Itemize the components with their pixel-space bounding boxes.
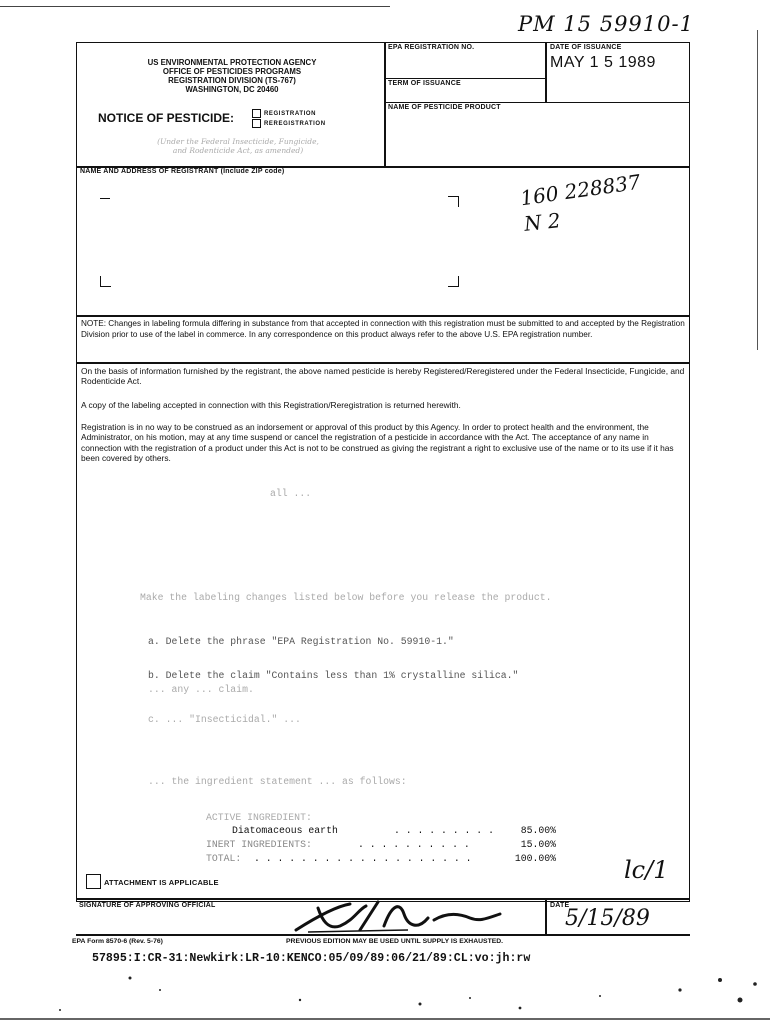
- ingredients-active-label: ACTIVE INGREDIENT:: [206, 812, 312, 823]
- tracking-line: 57895:I:CR-31:Newkirk:LR-10:KENCO:05/09/89:06/21/89:CL:vo:jh:rw: [92, 952, 531, 965]
- date-value: 5/15/89: [565, 906, 650, 931]
- term-row-divider: [384, 102, 690, 103]
- date-of-issuance-label: DATE OF ISSUANCE: [550, 44, 622, 51]
- typed-line: b. Delete the claim "Contains less than 1% crystalline silica.": [148, 670, 519, 681]
- term-label: TERM OF ISSUANCE: [388, 80, 461, 87]
- top-vertical-divider: [384, 42, 386, 166]
- agency-line: US ENVIRONMENTAL PROTECTION AGENCY: [147, 58, 317, 67]
- typed-line: c. ... "Insecticidal." ...: [148, 714, 301, 725]
- checkbox-reregistration[interactable]: [252, 119, 261, 128]
- signature-label: SIGNATURE OF APPROVING OFFICIAL: [79, 902, 216, 909]
- ingredient-row: TOTAL: . . . . . . . . . . . . . . . . . . . 100.00%: [206, 853, 556, 864]
- handwritten-note-bottom: N 2: [522, 208, 562, 236]
- address-corner-tr: [448, 196, 459, 207]
- typed-line: all ...: [270, 488, 312, 499]
- previous-edition-note: PREVIOUS EDITION MAY BE USED UNTIL SUPPLY IS EXHAUSTED.: [286, 938, 504, 945]
- ingredient-row: INERT INGREDIENTS: . . . . . . . . . . 15.00%: [206, 839, 556, 850]
- body-paragraph: On the basis of information furnished by the registrant, the above named pesticide is hereby Registered/Reregistered under the Federal Insecticide, Fungicide, and Rodenticide Act.: [81, 366, 685, 387]
- attachment-label: ATTACHMENT IS APPLICABLE: [104, 878, 219, 887]
- top-rule: [0, 6, 390, 7]
- handwritten-initials: lc/1: [624, 856, 669, 884]
- date-of-issuance-value: MAY 1 5 1989: [550, 54, 656, 71]
- option-reregistration[interactable]: REREGISTRATION: [252, 119, 326, 128]
- note-bottom-line: [76, 362, 690, 364]
- option-registration[interactable]: REGISTRATION: [252, 109, 316, 118]
- product-name-label: NAME OF PESTICIDE PRODUCT: [388, 104, 501, 111]
- typed-line: a. Delete the phrase "EPA Registration No. 59910-1.": [148, 636, 454, 647]
- note-text: NOTE: Changes in labeling formula differing in substance from that accepted in connection with this registration must be submitted to and accepted by the Registration Division prior to use of the label in commerce. In any correspondence on this product always refer to the above U.S. EPA registration number.: [81, 319, 685, 339]
- agency-line: OFFICE OF PESTICIDES PROGRAMS: [162, 67, 302, 76]
- attachment-checkbox[interactable]: [86, 874, 101, 889]
- checkbox-registration[interactable]: [252, 109, 261, 118]
- date-vertical-divider: [545, 42, 547, 102]
- address-corner-tl: [100, 198, 110, 209]
- registrant-label: NAME AND ADDRESS OF REGISTRANT (Include ZIP code): [80, 168, 285, 175]
- notice-title: NOTICE OF PESTICIDE:: [98, 111, 235, 125]
- right-edge-line: [757, 30, 758, 350]
- reg-row-divider: [384, 78, 545, 79]
- note-top-line: [76, 315, 690, 317]
- typed-line: ... any ... claim.: [148, 684, 254, 695]
- body-paragraph: A copy of the labeling accepted in connection with this Registration/Reregistration is returned herewith.: [81, 400, 461, 410]
- epa-reg-label: EPA REGISTRATION NO.: [388, 44, 475, 51]
- scan-noise: [0, 960, 770, 1024]
- form-number: EPA Form 8570-6 (Rev. 5-76): [72, 938, 163, 945]
- agency-block: [92, 58, 372, 94]
- agency-line: REGISTRATION DIVISION (TS-767): [168, 76, 296, 85]
- under-act: (Under the Federal Insecticide, Fungicide, and Rodenticide Act, as amended): [157, 137, 319, 155]
- date-label: DATE: [550, 902, 570, 909]
- signature-date-divider: [545, 898, 547, 934]
- address-corner-br: [448, 276, 459, 287]
- typed-line: ... the ingredient statement ... as follows:: [148, 776, 407, 787]
- agency-line: WASHINGTON, DC 20460: [185, 85, 279, 94]
- body-paragraph: Registration is in no way to be construed as an indorsement or approval of this product by this Agency. In order to protect health and the environment, the Administrator, on his motion, may at any time suspend or cancel the registration of a pesticide in accordance with the Act. The acceptance of any name in connection with the registration of a product under this Act is not to be construed as giving the registrant a right to exclusive use of the name or to its use if it has been covered by others.: [81, 422, 674, 464]
- ingredient-row: Diatomaceous earth . . . . . . . . . 85.00%: [232, 825, 556, 836]
- handwritten-note-top: 160 228837: [518, 169, 642, 211]
- handwritten-ref: PM 15 59910-1: [518, 12, 694, 36]
- typed-line: Make the labeling changes listed below before you release the product.: [140, 592, 552, 603]
- address-corner-bl: [100, 276, 111, 287]
- signature-drawing: [288, 896, 508, 940]
